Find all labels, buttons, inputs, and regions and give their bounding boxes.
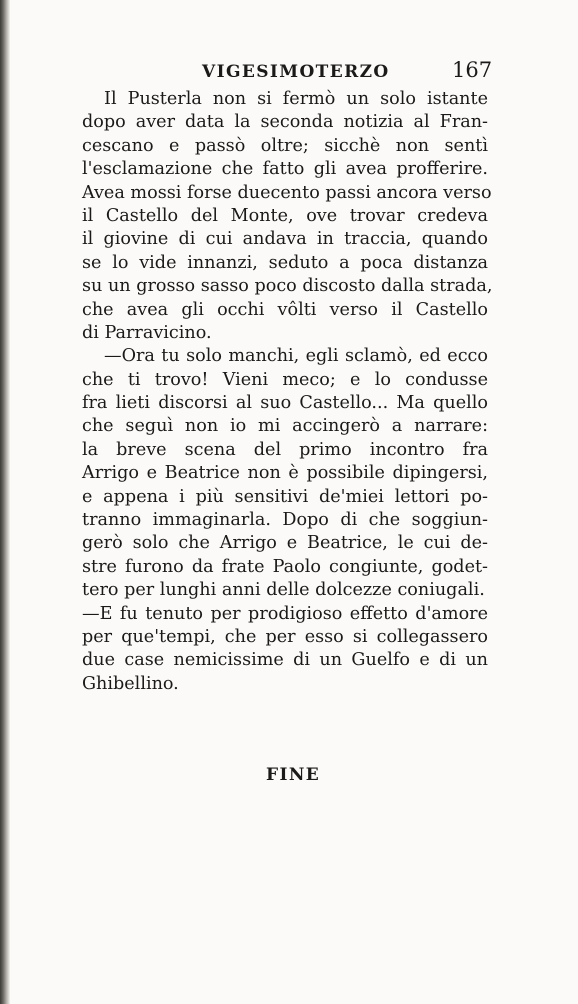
text-line: la breve scena del primo incontro fra <box>82 439 488 460</box>
text-line: il Castello del Monte, ove trovar credeva <box>82 205 488 226</box>
body-text <box>82 88 493 696</box>
text-line: —E fu tenuto per prodigioso effetto d'amore <box>82 603 488 624</box>
text-line: che seguì non io mi accingerò a narrare: <box>82 416 488 437</box>
text-line: che ti trovo! Vieni meco; e lo condusse <box>82 369 488 390</box>
text-line: che avea gli occhi vôlti verso il Castello <box>82 299 488 320</box>
text-line: —Ora tu solo manchi, egli sclamò, ed ecco <box>104 346 488 367</box>
text-line: l'esclamazione che fatto gli avea profferire. <box>82 159 488 180</box>
text-line: due case nemicissime di un Guelfo e di un <box>82 650 488 671</box>
text-line: dopo aver data la seconda notizia al Fran- <box>82 112 488 133</box>
paragraph-3 <box>82 603 488 697</box>
page-number: 167 <box>452 58 493 82</box>
text-line: fra lieti discorsi al suo Castello... Ma quello <box>82 393 488 414</box>
paragraph-2 <box>82 345 488 602</box>
text-line: stre furono da frate Paolo congiunte, godet- <box>82 556 488 577</box>
text-line: Ghibellino. <box>82 673 179 694</box>
paragraph-1 <box>82 88 493 345</box>
running-title: VIGESIMOTERZO <box>202 62 390 82</box>
text-line: Arrigo e Beatrice non è possibile dipingersi, <box>82 463 488 484</box>
text-line: su un grosso sasso poco discosto dalla strada, <box>82 276 493 297</box>
text-line: Avea mossi forse duecento passi ancora verso <box>82 182 492 203</box>
text-line: per que'tempi, che per esso si collegassero <box>82 626 488 647</box>
text-line: cescano e passò oltre; sicchè non sentì <box>82 135 488 156</box>
text-line: Il Pusterla non si fermò un solo istante <box>104 89 488 109</box>
text-line: il giovine di cui andava in traccia, quando <box>82 229 488 250</box>
text-line: tero per lunghi anni delle dolcezze coniugali. <box>82 580 485 601</box>
text-line: gerò solo che Arrigo e Beatrice, le cui de- <box>82 533 488 554</box>
end-mark: FINE <box>266 765 321 785</box>
text-line: se lo vide innanzi, seduto a poca distanza <box>82 252 488 273</box>
text-line: e appena i più sensitivi de'miei lettori po- <box>82 486 488 507</box>
text-line: di Parravicino. <box>82 322 212 343</box>
text-line: tranno immaginarla. Dopo di che soggiun- <box>82 510 488 531</box>
